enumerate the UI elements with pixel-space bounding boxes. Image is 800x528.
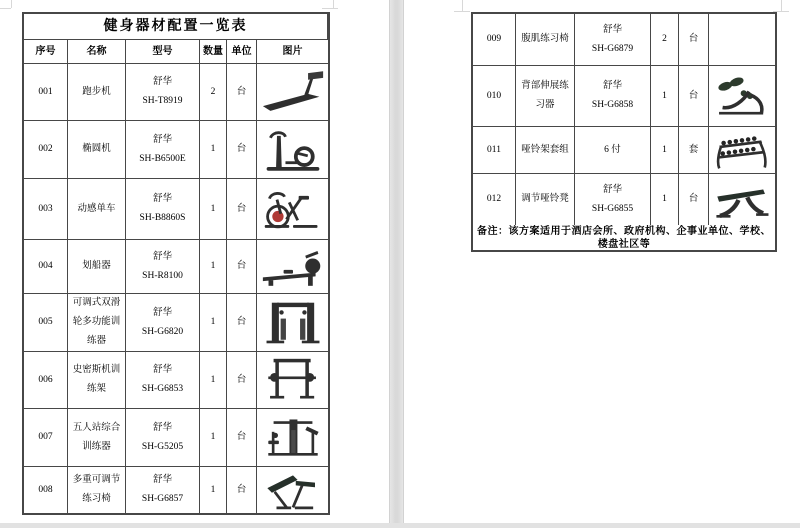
- row-no: 006: [24, 352, 68, 409]
- equipment-qty: 1: [200, 294, 227, 352]
- equipment-name: 背部伸展练习器: [516, 66, 575, 127]
- rower-image: [257, 240, 328, 294]
- spin-bike-image: [257, 179, 328, 240]
- equipment-qty: 1: [200, 240, 227, 294]
- equipment-model: [575, 66, 651, 127]
- equipment-name: 五人站综合训练器: [68, 409, 126, 467]
- equipment-qty: 2: [651, 14, 679, 66]
- col-header-name: 名称: [68, 40, 126, 64]
- page-gap: [390, 0, 403, 523]
- equipment-name: 调节哑铃凳: [516, 174, 575, 225]
- model-code: SH-G6879: [591, 43, 634, 54]
- equipment-unit: 台: [679, 174, 709, 225]
- equipment-model: [126, 121, 200, 179]
- equipment-qty: 2: [200, 64, 227, 121]
- brand-line: 舒华: [602, 24, 622, 35]
- brand-line: 舒华: [152, 365, 172, 375]
- empty-image-cell: [709, 14, 775, 66]
- model-code: SH-B6500E: [139, 153, 186, 164]
- equipment-unit: 台: [227, 467, 257, 513]
- equipment-model: [126, 294, 200, 352]
- brand-line: 舒华: [152, 422, 172, 433]
- col-header-model: 型号: [126, 40, 200, 64]
- col-header-qty: 数量: [200, 40, 227, 64]
- col-header-no: 序号: [24, 40, 68, 64]
- functional-trainer-image: [257, 294, 328, 352]
- equipment-table-page1: [22, 12, 330, 515]
- equipment-unit: 台: [227, 409, 257, 467]
- equipment-model: [126, 467, 200, 513]
- adjustable-bench-image: [257, 467, 328, 513]
- equipment-name: 椭圆机: [68, 121, 126, 179]
- equipment-unit: 台: [227, 64, 257, 121]
- equipment-model: [575, 14, 651, 66]
- equipment-model: [126, 179, 200, 240]
- brand-line: 舒华: [152, 134, 172, 145]
- brand-line: 6 付: [604, 144, 621, 155]
- equipment-name: 哑铃架套组: [516, 127, 575, 174]
- multi-station-image: [257, 409, 328, 467]
- row-no: 003: [24, 179, 68, 240]
- brand-line: 舒华: [152, 194, 172, 204]
- equipment-name: 腹肌练习椅: [516, 14, 575, 66]
- row-no: 002: [24, 121, 68, 179]
- row-no: 012: [473, 174, 516, 225]
- row-no: 008: [24, 467, 68, 513]
- model-code: SH-G5205: [141, 441, 184, 452]
- document-page-1: [0, 0, 390, 523]
- equipment-unit: 台: [227, 179, 257, 240]
- equipment-qty: 1: [651, 174, 679, 225]
- equipment-name: 可调式双滑轮多功能训练器: [68, 294, 126, 352]
- elliptical-image: [257, 121, 328, 179]
- model-code: SH-G6855: [591, 203, 634, 214]
- equipment-qty: 1: [651, 66, 679, 127]
- row-no: 010: [473, 66, 516, 127]
- brand-line: 舒华: [602, 184, 622, 195]
- equipment-name: 划船器: [68, 240, 126, 294]
- equipment-table-page2: [471, 12, 777, 252]
- note-text: 备注：该方案适用于酒店会所、政府机构、企事业单位、学校、楼盘社区等: [477, 225, 771, 250]
- equipment-qty: 1: [200, 121, 227, 179]
- equipment-model: [126, 64, 200, 121]
- equipment-unit: 台: [227, 294, 257, 352]
- model-code: SH-G6857: [141, 494, 184, 504]
- canvas-bottom-band: [0, 523, 800, 528]
- table-title: 健身器材配置一览表: [24, 14, 328, 40]
- brand-line: 舒华: [152, 307, 172, 318]
- equipment-unit: 台: [227, 240, 257, 294]
- equipment-name: 多重可调节练习椅: [68, 467, 126, 513]
- col-header-image: 图片: [257, 40, 328, 64]
- row-no: 011: [473, 127, 516, 174]
- brand-line: 舒华: [602, 81, 622, 91]
- brand-line: 舒华: [152, 251, 172, 262]
- model-code: SH-G6858: [591, 100, 634, 110]
- equipment-qty: 1: [200, 409, 227, 467]
- model-code: SH-G6820: [141, 326, 184, 337]
- equipment-name: 动感单车: [68, 179, 126, 240]
- equipment-qty: 1: [200, 467, 227, 513]
- equipment-qty: 1: [200, 352, 227, 409]
- equipment-model: [126, 409, 200, 467]
- model-code: SH-G6853: [141, 384, 184, 394]
- model-code: SH-T8919: [142, 96, 183, 106]
- equipment-name: 史密斯机训练架: [68, 352, 126, 409]
- brand-line: 舒华: [152, 77, 172, 87]
- row-no: 005: [24, 294, 68, 352]
- equipment-unit: 台: [679, 14, 709, 66]
- smith-machine-image: [257, 352, 328, 409]
- equipment-model: [575, 174, 651, 225]
- equipment-unit: 台: [679, 66, 709, 127]
- brand-line: 舒华: [152, 475, 172, 485]
- dumbbell-rack-image: [709, 127, 775, 174]
- equipment-model: [575, 127, 651, 174]
- equipment-name: 跑步机: [68, 64, 126, 121]
- equipment-unit: 台: [227, 352, 257, 409]
- equipment-unit: 套: [679, 127, 709, 174]
- equipment-qty: 1: [651, 127, 679, 174]
- row-no: 009: [473, 14, 516, 66]
- flat-bench-image: [709, 174, 775, 225]
- treadmill-image: [257, 64, 328, 121]
- row-no: 004: [24, 240, 68, 294]
- equipment-qty: 1: [200, 179, 227, 240]
- back-extension-image: [709, 66, 775, 127]
- row-no: 007: [24, 409, 68, 467]
- col-header-unit: 单位: [227, 40, 257, 64]
- equipment-unit: 台: [227, 121, 257, 179]
- row-no: 001: [24, 64, 68, 121]
- document-page-2: [403, 0, 800, 523]
- model-code: SH-B8860S: [139, 213, 186, 223]
- equipment-model: [126, 240, 200, 294]
- equipment-model: [126, 352, 200, 409]
- model-code: SH-R8100: [142, 270, 183, 281]
